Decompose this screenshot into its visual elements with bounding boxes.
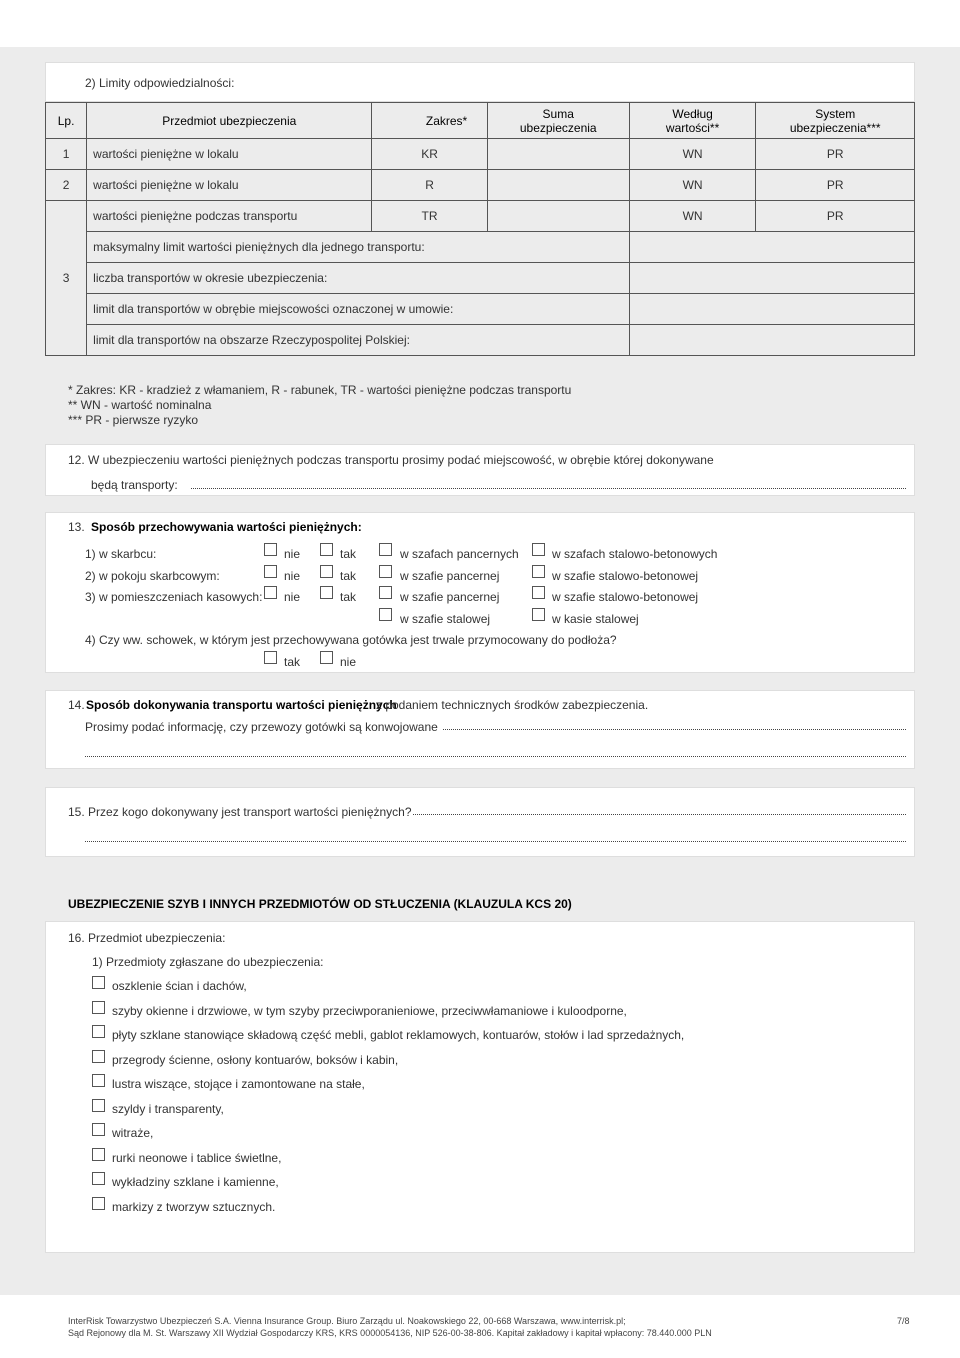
q13-r1-a-checkbox[interactable] — [379, 543, 392, 556]
q13-r2-tak: tak — [340, 569, 357, 583]
table-row — [46, 232, 915, 263]
row-system: PR — [756, 201, 915, 232]
row-system: PR — [756, 170, 915, 201]
col-sum — [487, 103, 629, 139]
row-lp-3: 3 — [46, 201, 87, 356]
glass-item-checkbox[interactable] — [92, 1148, 105, 1161]
col-subject: Przedmiot ubezpieczenia — [87, 103, 372, 139]
q14-answer-line1[interactable] — [443, 729, 906, 730]
q13-r3b-a: w szafie stalowej — [400, 612, 491, 626]
row-sum-cell[interactable] — [487, 139, 629, 170]
q13-r2-a-checkbox[interactable] — [379, 565, 392, 578]
glass-item-label: wykładziny szklane i kamienne, — [112, 1175, 279, 1189]
q15-answer-line2[interactable] — [85, 841, 906, 842]
glass-item-checkbox[interactable] — [92, 1001, 105, 1014]
row-subject: wartości pieniężne w lokalu — [87, 139, 372, 170]
col-lp: Lp. — [46, 103, 87, 139]
row-sum-cell[interactable] — [487, 170, 629, 201]
row-lp: 1 — [46, 139, 87, 170]
q13-r3-tak-checkbox[interactable] — [320, 586, 333, 599]
q15-text: 15. Przez kogo dokonywany jest transport wartości pieniężnych? — [68, 805, 412, 819]
note-pr: *** PR - pierwsze ryzyko — [68, 413, 199, 427]
q13-r4-nie-checkbox[interactable] — [320, 651, 333, 664]
glass-item-label: witraże, — [112, 1126, 154, 1140]
q13-r3-a: w szafie pancernej — [400, 590, 500, 604]
q14-num: 14. — [68, 698, 85, 712]
q13-r3-a-checkbox[interactable] — [379, 586, 392, 599]
transport-count-value[interactable] — [629, 263, 914, 294]
transport-count-label: liczba transportów w okresie ubezpieczenia: — [87, 263, 630, 294]
row-subject: wartości pieniężne w lokalu — [87, 170, 372, 201]
limits-table — [45, 102, 915, 356]
footer — [0, 1295, 960, 1358]
glass-item-label: rurki neonowe i tablice świetlne, — [112, 1151, 282, 1165]
local-limit-label: limit dla transportów w obrębie miejscowości oznaczonej w umowie: — [87, 294, 630, 325]
glass-item-checkbox[interactable] — [92, 1197, 105, 1210]
row-lp: 2 — [46, 170, 87, 201]
q13-r4-tak-checkbox[interactable] — [264, 651, 277, 664]
glass-item-label: lustra wiszące, stojące i zamontowane na stałe, — [112, 1077, 365, 1091]
glass-item-checkbox[interactable] — [92, 1172, 105, 1185]
col-scope: Zakres* — [372, 103, 487, 139]
footer-line1: InterRisk Towarzystwo Ubezpieczeń S.A. Vienna Insurance Group. Biuro Zarządu ul. Noakowskiego 22, 00-668 Warszawa, www.interrisk.pl; — [68, 1316, 626, 1326]
q13-r1-nie-checkbox[interactable] — [264, 543, 277, 556]
q13-r4-tak: tak — [284, 655, 301, 669]
q13-r3-label: 3) w pomieszczeniach kasowych: — [85, 590, 263, 604]
table-row — [46, 263, 915, 294]
q13-r3-tak: tak — [340, 590, 357, 604]
q14-answer-line2[interactable] — [85, 756, 906, 757]
q13-r3-b-checkbox[interactable] — [532, 586, 545, 599]
q13-r3-b: w szafie stalowo-betonowej — [552, 590, 699, 604]
top-margin — [0, 0, 960, 47]
row-by-value: WN — [629, 170, 756, 201]
q13-r2-nie: nie — [284, 569, 301, 583]
glass-item-checkbox[interactable] — [92, 1025, 105, 1038]
q13-r2-b: w szafie stalowo-betonowej — [552, 569, 699, 583]
table-row — [46, 294, 915, 325]
q13-r3b-b-checkbox[interactable] — [532, 608, 545, 621]
q13-r2-nie-checkbox[interactable] — [264, 565, 277, 578]
col-system-l2: ubezpieczenia*** — [789, 120, 881, 135]
glass-item-label: markizy z tworzyw sztucznych. — [112, 1200, 276, 1214]
q13-r2-b-checkbox[interactable] — [532, 565, 545, 578]
q12-line1: 12. W ubezpieczeniu wartości pieniężnych podczas transportu prosimy podać miejscowość, w obrębie której dokonywane — [68, 453, 714, 467]
row-scope: R — [372, 170, 487, 201]
glass-item-checkbox[interactable] — [92, 1099, 105, 1112]
col-sum-l1: Suma — [542, 106, 574, 121]
footer-page-number: 7/8 — [897, 1316, 910, 1326]
row-scope: KR — [372, 139, 487, 170]
q13-r2-label: 2) w pokoju skarbcowym: — [85, 569, 220, 583]
note-wn: ** WN - wartość nominalna — [68, 398, 212, 412]
glass-item-label: płyty szklane stanowiące składową część mebli, gablot reklamowych, kontuarów, stołów i lad sprzedażnych, — [112, 1028, 685, 1042]
q12-line2: będą transporty: — [91, 478, 178, 492]
q13-r2-tak-checkbox[interactable] — [320, 565, 333, 578]
q13-title: Sposób przechowywania wartości pieniężnych: — [91, 520, 362, 534]
limits-heading: 2) Limity odpowiedzialności: — [85, 76, 235, 90]
q14-title: Sposób dokonywania transportu wartości pieniężnych — [86, 698, 397, 712]
q13-r1-a: w szafach pancernych — [400, 547, 519, 561]
q14-rest: z podaniem technicznych środków zabezpieczenia. — [376, 698, 649, 712]
q15-box — [45, 787, 915, 857]
q13-r1-b-checkbox[interactable] — [532, 543, 545, 556]
note-scope: * Zakres: KR - kradzież z włamaniem, R - rabunek, TR - wartości pieniężne podczas transportu — [68, 383, 572, 397]
row-sum-cell[interactable] — [487, 201, 629, 232]
row-scope: TR — [372, 201, 487, 232]
q13-r1-tak: tak — [340, 547, 357, 561]
transport-limit-value[interactable] — [629, 232, 914, 263]
local-limit-value[interactable] — [629, 294, 914, 325]
transport-limit-label: maksymalny limit wartości pieniężnych dla jednego transportu: — [87, 232, 630, 263]
col-by-value-l2: wartości** — [665, 120, 720, 135]
glass-item-label: oszklenie ścian i dachów, — [112, 979, 247, 993]
glass-item-checkbox[interactable] — [92, 1123, 105, 1136]
q13-num: 13. — [68, 520, 85, 534]
q13-r3-nie: nie — [284, 590, 301, 604]
q14-line2: Prosimy podać informację, czy przewozy gotówki są konwojowane — [85, 720, 438, 734]
q13-r3b-a-checkbox[interactable] — [379, 608, 392, 621]
col-system — [756, 103, 915, 139]
row-by-value: WN — [629, 201, 756, 232]
glass-item-label: szyby okienne i drzwiowe, w tym szyby przeciwporanieniowe, przeciwwłamaniowe i kuloodporne, — [112, 1004, 627, 1018]
q16-heading: 16. Przedmiot ubezpieczenia: — [68, 931, 226, 945]
q13-r4-label: 4) Czy ww. schowek, w którym jest przechowywana gotówka jest trwale przymocowany do podłoża? — [85, 633, 617, 647]
glass-item-label: przegrody ścienne, osłony kontuarów, boksów i kabin, — [112, 1053, 399, 1067]
q13-r4-nie: nie — [340, 655, 357, 669]
table-row — [46, 201, 915, 232]
q12-answer-line[interactable] — [191, 488, 906, 489]
glass-item-checkbox[interactable] — [92, 1050, 105, 1063]
q13-r3b-b: w kasie stalowej — [552, 612, 639, 626]
q13-r1-label: 1) w skarbcu: — [85, 547, 157, 561]
row-by-value: WN — [629, 139, 756, 170]
footer-line2: Sąd Rejonowy dla M. St. Warszawy XII Wydział Gospodarczy KRS, KRS 0000054136, NIP 526-00-38-806. Kapitał zakładowy i kapitał wpłacony: 78.440.000 PLN — [68, 1328, 712, 1338]
table-row — [46, 170, 915, 201]
glass-item-checkbox[interactable] — [92, 976, 105, 989]
table-header-row — [46, 103, 915, 139]
q13-r1-nie: nie — [284, 547, 301, 561]
col-sum-l2: ubezpieczenia — [519, 120, 597, 135]
col-by-value — [629, 103, 756, 139]
row-subject: wartości pieniężne podczas transportu — [87, 201, 372, 232]
national-limit-label: limit dla transportów na obszarze Rzeczypospolitej Polskiej: — [87, 325, 630, 356]
q15-answer-line1[interactable] — [413, 814, 906, 815]
col-system-l1: System — [815, 106, 856, 121]
table-row — [46, 325, 915, 356]
row-system: PR — [756, 139, 915, 170]
glass-item-label: szyldy i transparenty, — [112, 1102, 224, 1116]
q13-r1-b: w szafach stalowo-betonowych — [552, 547, 718, 561]
q13-r3-nie-checkbox[interactable] — [264, 586, 277, 599]
glass-item-checkbox[interactable] — [92, 1074, 105, 1087]
table-row — [46, 139, 915, 170]
national-limit-value[interactable] — [629, 325, 914, 356]
glass-heading: UBEZPIECZENIE SZYB I INNYCH PRZEDMIOTÓW OD STŁUCZENIA (KLAUZULA KCS 20) — [68, 897, 572, 911]
q13-r1-tak-checkbox[interactable] — [320, 543, 333, 556]
col-by-value-l1: Według — [672, 106, 713, 121]
q16-sub: 1) Przedmioty zgłaszane do ubezpieczenia: — [92, 955, 324, 969]
q13-r2-a: w szafie pancernej — [400, 569, 500, 583]
